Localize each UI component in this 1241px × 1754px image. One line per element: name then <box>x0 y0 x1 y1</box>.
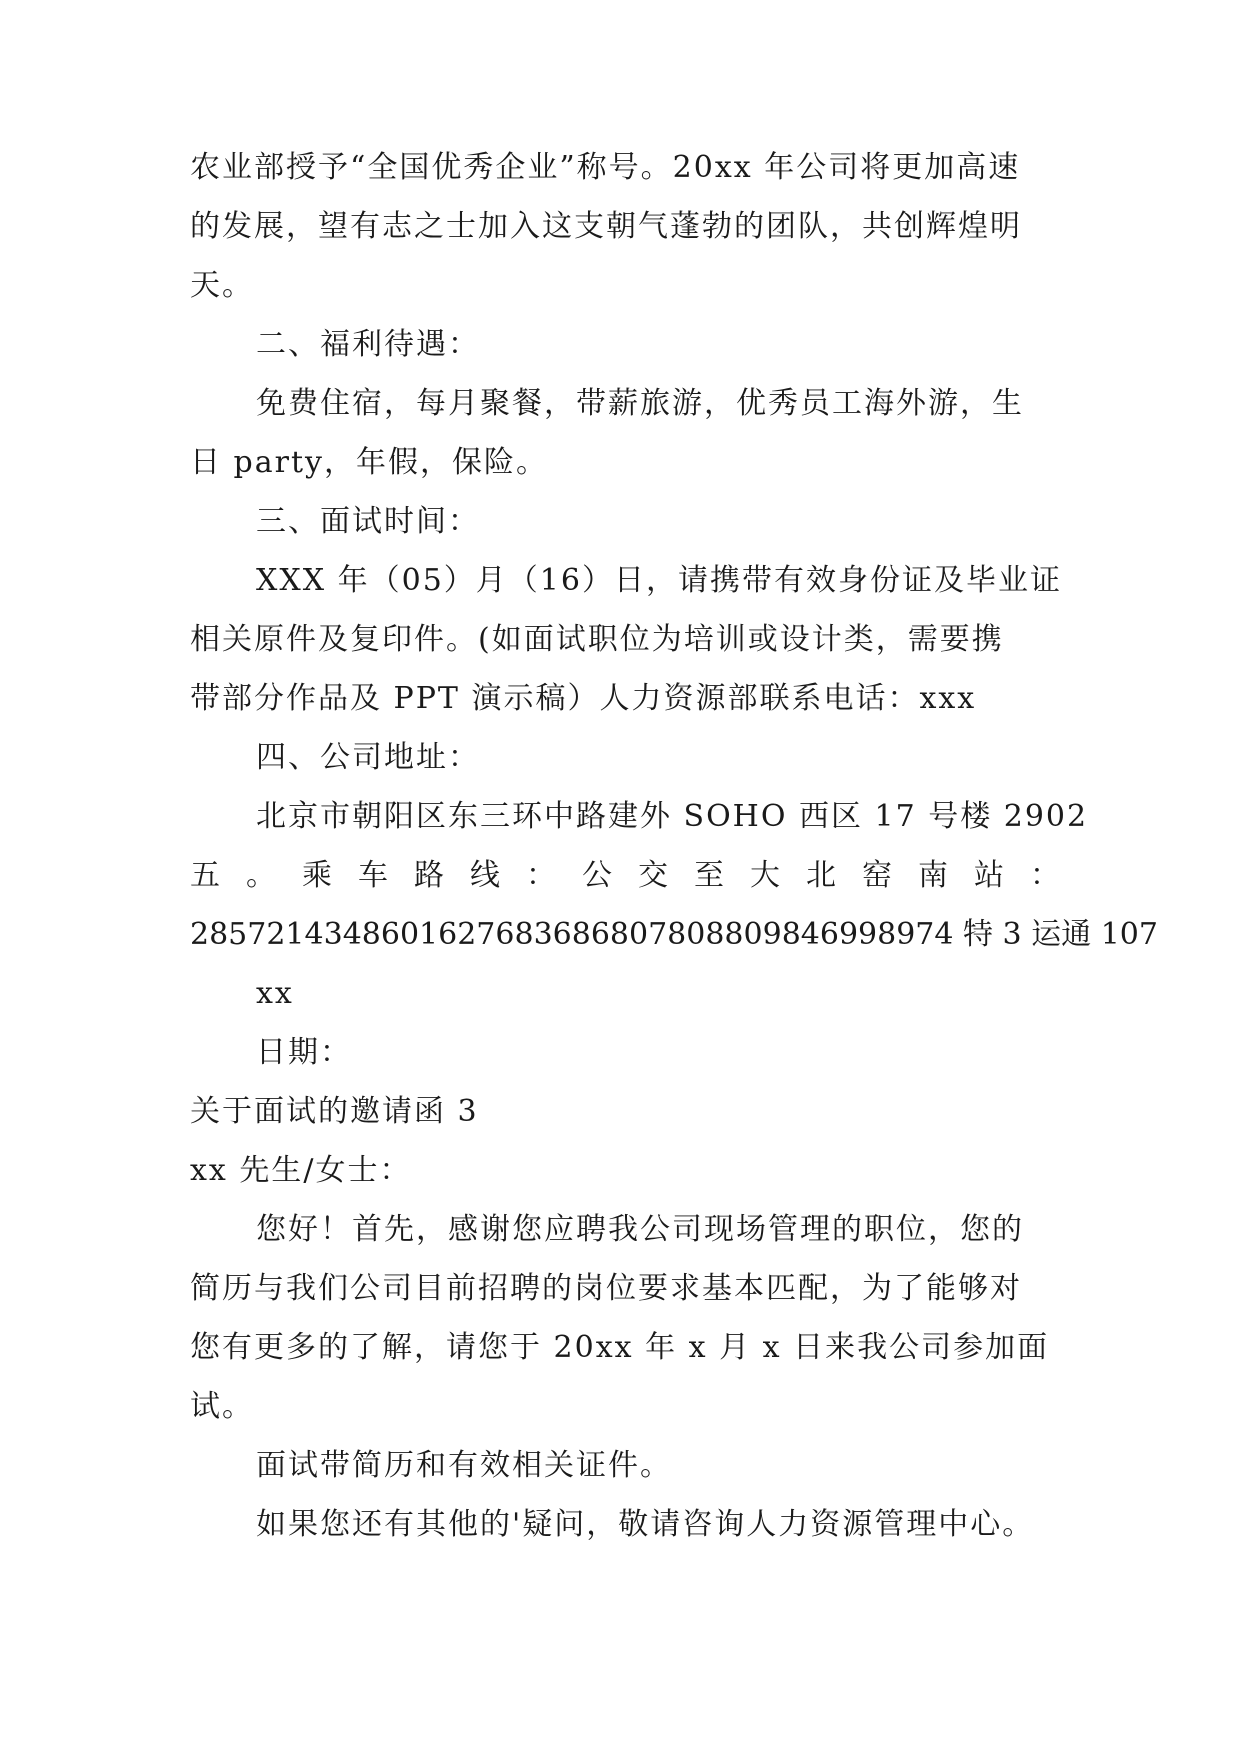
body-line: 的发展，望有志之士加入这支朝气蓬勃的团队，共创辉煌明 <box>190 209 1022 244</box>
char: 至 <box>694 858 724 893</box>
char: 大 <box>750 858 780 893</box>
char: 路 <box>414 858 444 893</box>
body-line: xx <box>256 976 294 1011</box>
body-line: 日 party，年假，保险。 <box>190 445 548 480</box>
char: 窑 <box>862 858 892 893</box>
char: 交 <box>638 858 668 893</box>
char: 站 <box>974 858 1004 893</box>
char: 。 <box>246 858 276 893</box>
char: 南 <box>918 858 948 893</box>
char: 北 <box>806 858 836 893</box>
body-line: 简历与我们公司目前招聘的岗位要求基本匹配，为了能够对 <box>190 1271 1022 1306</box>
salutation: xx 先生/女士： <box>190 1153 412 1188</box>
body-line: 您好！首先，感谢您应聘我公司现场管理的职位，您的 <box>256 1212 1024 1247</box>
date-label: 日期： <box>256 1035 352 1070</box>
char: ： <box>1030 858 1060 893</box>
char: 五 <box>190 858 220 893</box>
body-line: 带部分作品及 PPT 演示稿）人力资源部联系电话：xxx <box>190 681 977 716</box>
body-line: 北京市朝阳区东三环中路建外 SOHO 西区 17 号楼 2902 <box>256 799 1089 834</box>
letter-title: 关于面试的邀请函 3 <box>190 1094 479 1129</box>
body-line: 相关原件及复印件。(如面试职位为培训或设计类，需要携 <box>190 622 1004 657</box>
char: 公 <box>582 858 612 893</box>
char: 车 <box>358 858 388 893</box>
body-line: 试。 <box>190 1389 254 1424</box>
section-heading-interview-time: 三、面试时间： <box>256 504 480 539</box>
body-line: 面试带简历和有效相关证件。 <box>256 1448 672 1483</box>
body-line: 2857214348601627683686807808809846998974 特 3 运通 107 <box>190 917 1158 952</box>
body-line-justified <box>190 856 1060 896</box>
char: ： <box>526 858 556 893</box>
body-line: XXX 年（05）月（16）日，请携带有效身份证及毕业证 <box>256 563 1062 598</box>
char: 乘 <box>302 858 332 893</box>
section-heading-benefits: 二、福利待遇： <box>256 327 480 362</box>
section-heading-address: 四、公司地址： <box>256 740 480 775</box>
body-line: 免费住宿，每月聚餐，带薪旅游，优秀员工海外游，生 <box>256 386 1024 421</box>
char: 线 <box>470 858 500 893</box>
body-line: 农业部授予“全国优秀企业”称号。20xx 年公司将更加高速 <box>190 150 1021 185</box>
body-line: 如果您还有其他的'疑问，敬请咨询人力资源管理中心。 <box>256 1507 1035 1542</box>
body-line: 天。 <box>190 268 254 303</box>
body-line: 您有更多的了解，请您于 20xx 年 x 月 x 日来我公司参加面 <box>190 1330 1050 1365</box>
